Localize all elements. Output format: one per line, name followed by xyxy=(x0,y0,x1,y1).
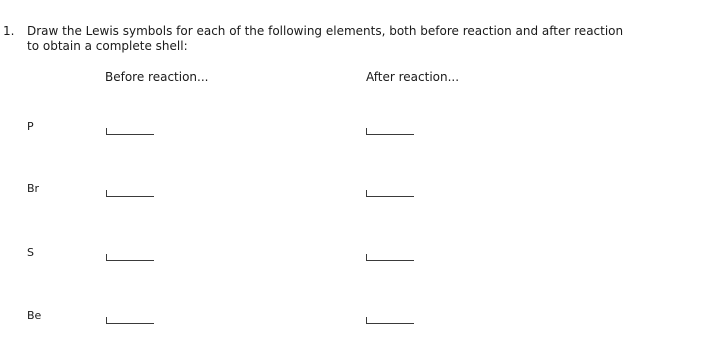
answer-blank-after[interactable] xyxy=(366,318,414,324)
question-number: 1. xyxy=(3,24,15,38)
element-row-p xyxy=(0,120,713,136)
element-row-br xyxy=(0,182,713,198)
question-line-2: to obtain a complete shell: xyxy=(27,39,188,53)
answer-blank-before[interactable] xyxy=(106,318,154,324)
column-header-after: After reaction... xyxy=(366,70,460,84)
answer-blank-before[interactable] xyxy=(106,129,154,135)
blank-marker xyxy=(106,254,107,260)
answer-blank-after[interactable] xyxy=(366,255,414,261)
answer-blank-after[interactable] xyxy=(366,191,414,197)
column-header-before: Before reaction... xyxy=(105,70,209,84)
blank-marker xyxy=(366,317,367,323)
answer-blank-before[interactable] xyxy=(106,191,154,197)
answer-blank-before[interactable] xyxy=(106,255,154,261)
question-text xyxy=(27,24,697,54)
element-symbol: S xyxy=(27,246,34,259)
question-line-1: Draw the Lewis symbols for each of the following elements, both before reaction and after reaction xyxy=(27,24,624,38)
element-row-s xyxy=(0,246,713,262)
element-symbol: P xyxy=(27,120,34,133)
blank-marker xyxy=(106,190,107,196)
blank-marker xyxy=(366,190,367,196)
blank-marker xyxy=(366,254,367,260)
blank-marker xyxy=(106,317,107,323)
answer-blank-after[interactable] xyxy=(366,129,414,135)
element-symbol: Be xyxy=(27,309,42,322)
blank-marker xyxy=(366,128,367,134)
blank-marker xyxy=(106,128,107,134)
element-row-be xyxy=(0,309,713,325)
element-symbol: Br xyxy=(27,182,40,195)
